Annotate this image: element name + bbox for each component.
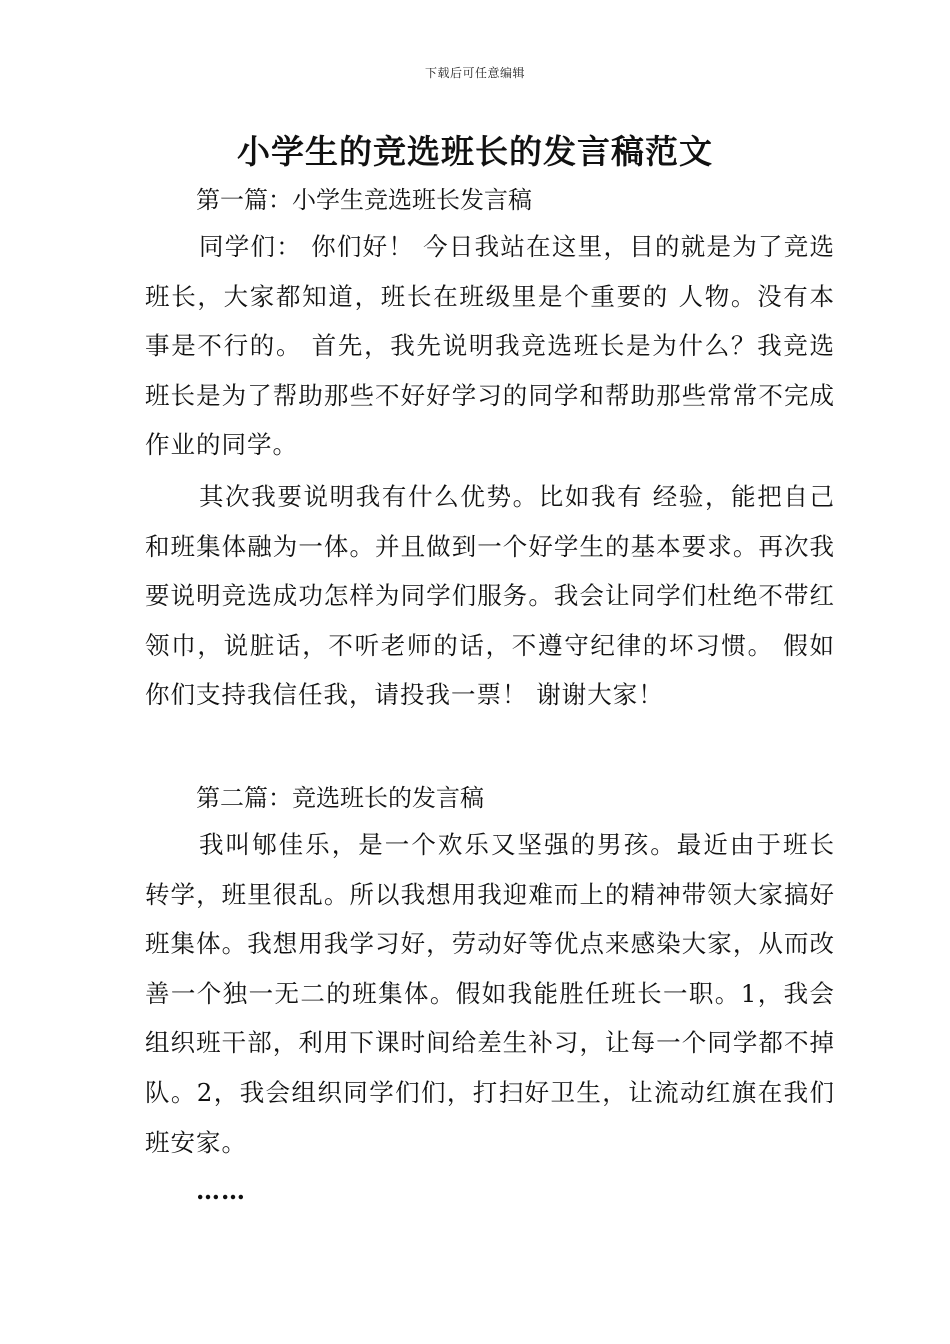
paragraph-3: 我叫郇佳乐，是一个欢乐又坚强的男孩。最近由于班长转学，班里很乱。所以我想用我迎难而上的精神带领大家搞好班集体。我想用我学习好，劳动好等优点来感染大家，从而改善一个独一无二的班集体。假如我能胜任班长一职。1，我会组织班干部，利用下课时间给差生补习，让每一个同学都不掉队。2，我会组织同学们们，打扫好卫生，让流动红旗在我们班安家。 xyxy=(145,830,835,1157)
section-heading-2: 第二篇：竞选班长的发言稿 xyxy=(196,784,484,812)
paragraph-1: 同学们： 你们好！ 今日我站在这里，目的就是为了竞选班长，大家都知道，班长在班级里是个重要的 人物。没有本事是不行的。 首先，我先说明我竞选班长是为什么？我竞选班长是为了帮助那些不好好学习的同学和帮助那些常常不完成作业的同学。 xyxy=(145,232,835,460)
ellipsis: …… xyxy=(196,1176,246,1205)
paragraph-2: 其次我要说明我有什么优势。比如我有 经验，能把自己和班集体融为一体。并且做到一个好学生的基本要求。再次我要说明竞选成功怎样为同学们服务。我会让同学们杜绝不带红领巾，说脏话，不听老师的话，不遵守纪律的坏习惯。 假如你们支持我信任我，请投我一票！ 谢谢大家！ xyxy=(145,482,835,710)
page-title: 小学生的竞选班长的发言稿范文 xyxy=(237,132,713,171)
header-note: 下载后可任意编辑 xyxy=(424,66,525,80)
section-heading-1: 第一篇：小学生竞选班长发言稿 xyxy=(196,186,532,214)
